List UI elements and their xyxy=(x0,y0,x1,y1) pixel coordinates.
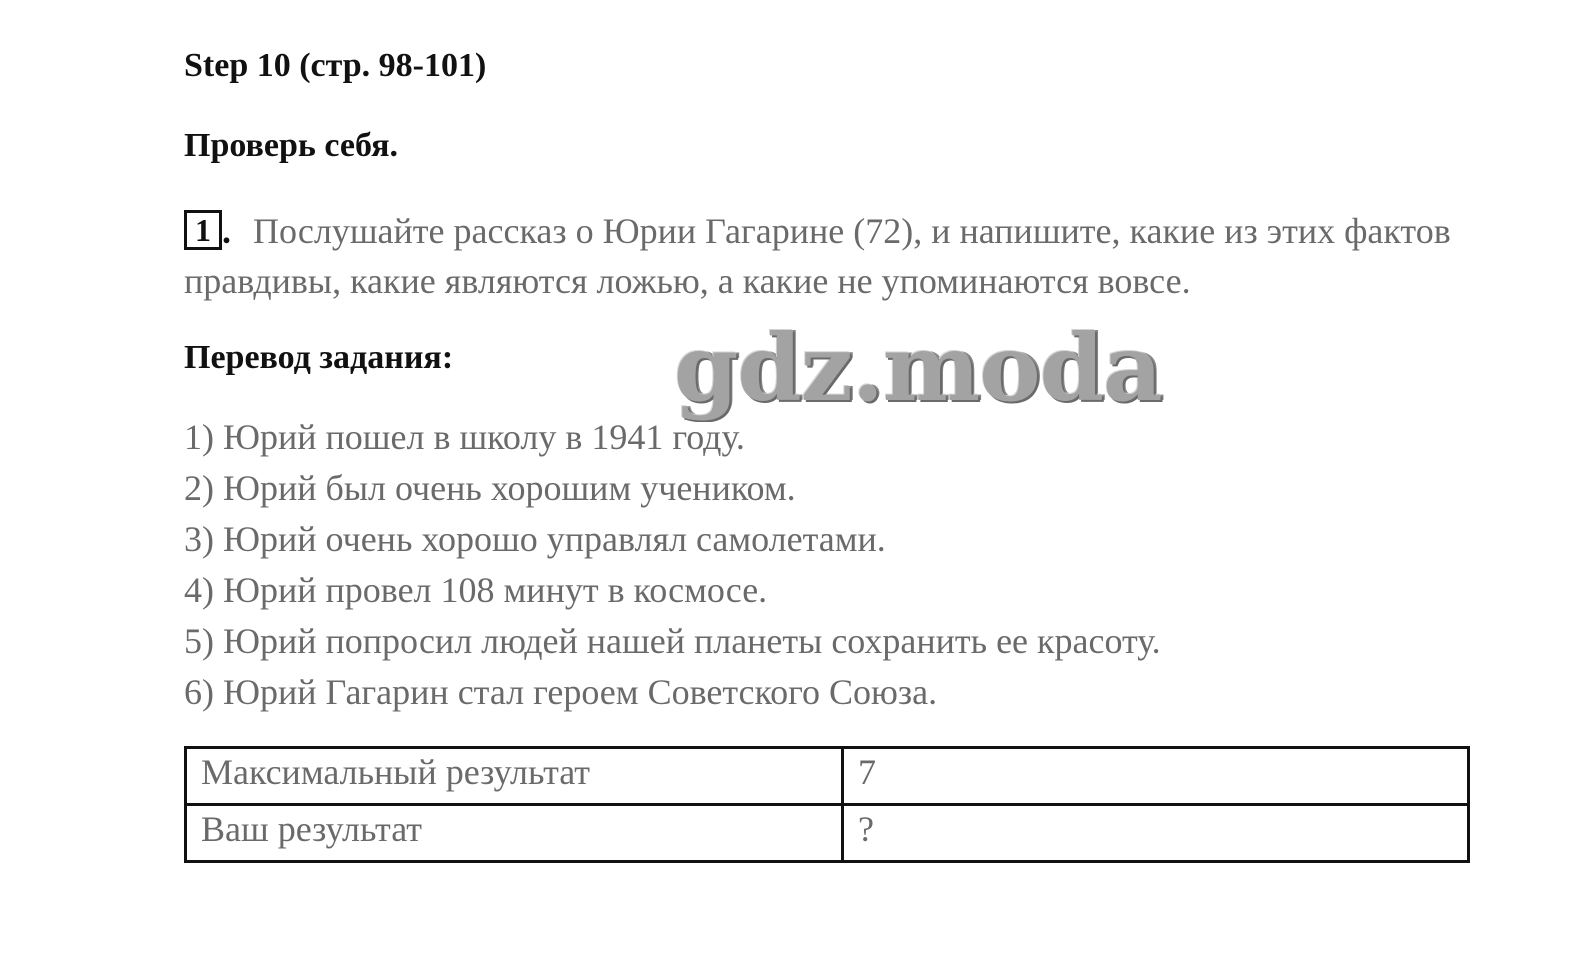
fact-item: 1) Юрий пошел в школу в 1941 году. xyxy=(184,417,745,457)
fact-item: 5) Юрий попросил людей нашей планеты сохранить ее красоту. xyxy=(184,621,1161,661)
check-yourself-title: Проверь себя. xyxy=(184,127,398,164)
fact-item: 2) Юрий был очень хорошим учеником. xyxy=(184,468,796,508)
translation-title: Перевод задания: xyxy=(184,339,454,376)
worksheet-page xyxy=(184,0,1484,962)
table-row xyxy=(186,805,1469,862)
fact-item: 6) Юрий Гагарин стал героем Советского Союза. xyxy=(184,672,938,712)
task-number-box: 1 xyxy=(184,210,222,250)
watermark-logo: gdz.moda xyxy=(674,314,1162,422)
step-title: Step 10 (стр. 98-101) xyxy=(184,47,487,84)
your-result-value: ? xyxy=(843,805,1469,862)
facts-list xyxy=(184,412,1161,718)
fact-item: 4) Юрий провел 108 минут в космосе. xyxy=(184,570,768,610)
task-number-dot: . xyxy=(222,211,231,251)
fact-item: 3) Юрий очень хорошо управлял самолетами. xyxy=(184,519,886,559)
your-result-label: Ваш результат xyxy=(186,805,843,862)
task-text: Послушайте рассказ о Юрии Гагарине (72), и напишите, какие из этих фактов правдивы, какие являются ложью, а какие не упоминаются вовсе. xyxy=(184,211,1451,301)
max-result-value: 7 xyxy=(843,748,1469,805)
results-table xyxy=(184,746,1470,863)
task-instruction xyxy=(184,206,1474,306)
max-result-label: Максимальный результат xyxy=(186,748,843,805)
table-row xyxy=(186,748,1469,805)
